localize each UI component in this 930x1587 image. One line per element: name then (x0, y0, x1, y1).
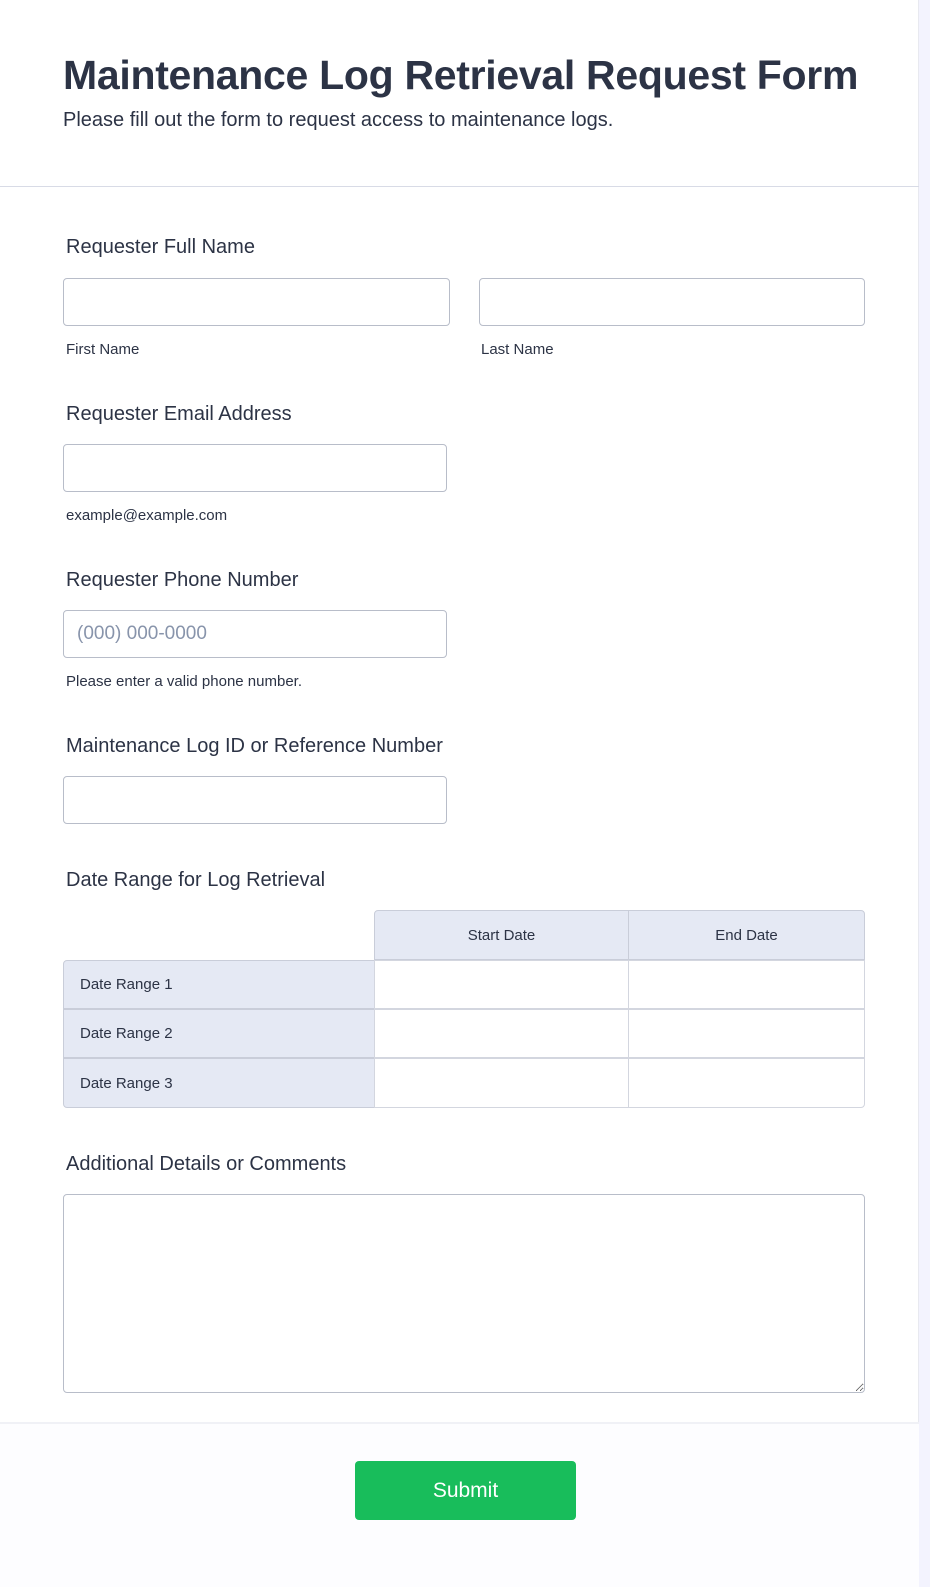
page-title: Maintenance Log Retrieval Request Form (63, 52, 859, 98)
date-range-2-start-cell[interactable] (374, 1009, 629, 1058)
date-range-3-start-cell[interactable] (374, 1058, 629, 1108)
first-name-input[interactable] (63, 278, 450, 326)
page-subtitle: Please fill out the form to request access to maintenance logs. (63, 109, 614, 131)
column-header-end-date: End Date (628, 910, 865, 960)
form-footer (0, 1422, 919, 1587)
log-id-input[interactable] (63, 776, 447, 824)
row-label-date-range-3: Date Range 3 (63, 1058, 375, 1108)
date-range-1-end-cell[interactable] (628, 960, 865, 1009)
email-label: Requester Email Address (66, 403, 292, 425)
row-label-date-range-2: Date Range 2 (63, 1009, 375, 1058)
email-sublabel: example@example.com (66, 507, 228, 524)
form-header (0, 0, 919, 187)
comments-textarea[interactable] (63, 1194, 865, 1393)
phone-label: Requester Phone Number (66, 569, 299, 591)
date-range-3-end-cell[interactable] (628, 1058, 865, 1108)
phone-input[interactable] (63, 610, 447, 658)
full-name-label: Requester Full Name (66, 236, 255, 258)
last-name-sublabel: Last Name (481, 341, 554, 358)
phone-sublabel: Please enter a valid phone number. (66, 673, 302, 690)
row-label-date-range-1: Date Range 1 (63, 960, 375, 1009)
column-header-start-date: Start Date (374, 910, 629, 960)
log-id-label: Maintenance Log ID or Reference Number (66, 735, 443, 757)
email-input[interactable] (63, 444, 447, 492)
comments-label: Additional Details or Comments (66, 1153, 347, 1175)
date-range-1-start-cell[interactable] (374, 960, 629, 1009)
submit-button[interactable]: Submit (355, 1461, 576, 1520)
first-name-sublabel: First Name (66, 341, 140, 358)
date-range-matrix (63, 910, 865, 1108)
last-name-input[interactable] (479, 278, 865, 326)
date-range-label: Date Range for Log Retrieval (66, 869, 326, 891)
date-range-2-end-cell[interactable] (628, 1009, 865, 1058)
